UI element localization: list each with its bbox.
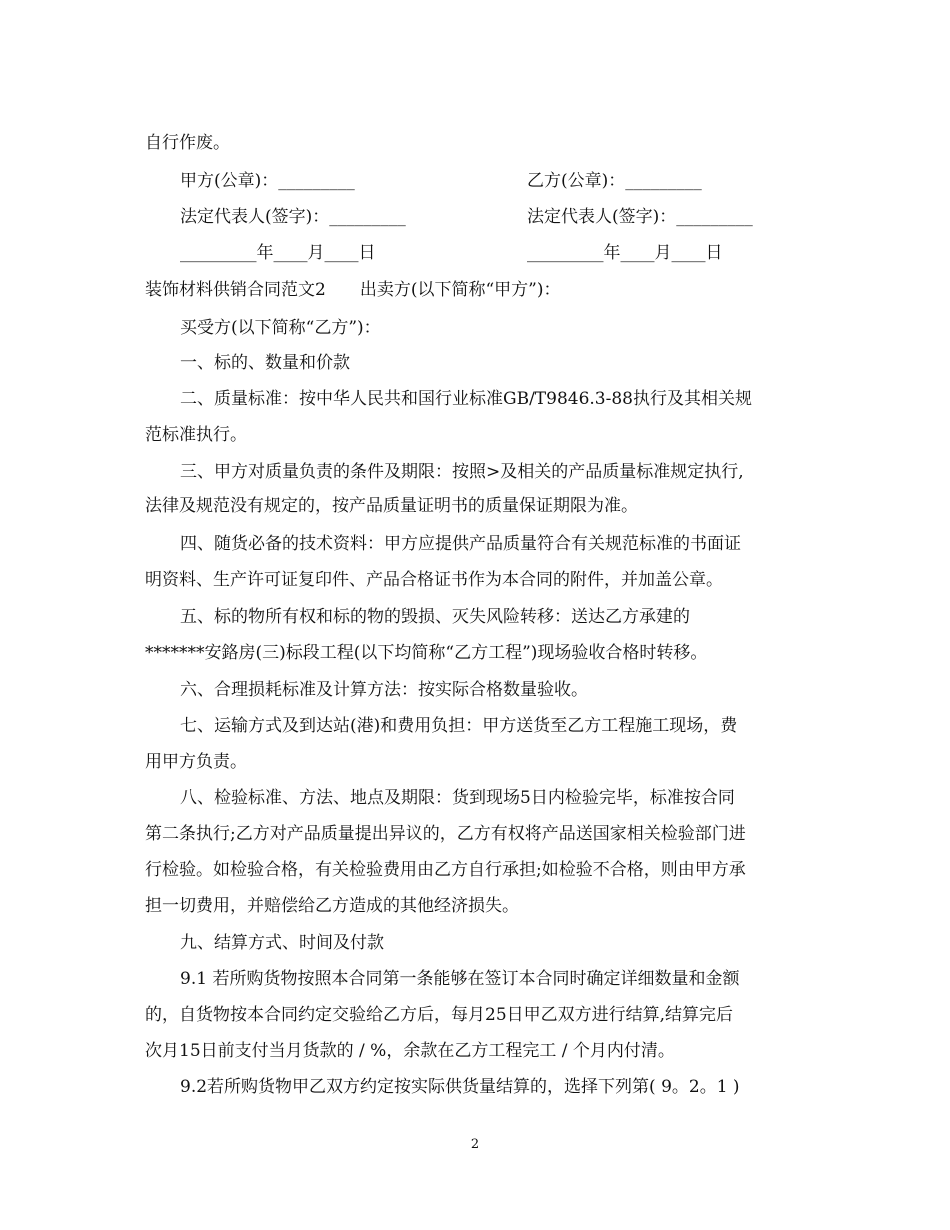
page-number: 2 bbox=[470, 1137, 480, 1152]
paragraph-line: 三、甲方对质量负责的条件及期限：按照>及相关的产品质量标准规定执行, bbox=[180, 462, 744, 482]
paragraph-line: 五、标的物所有权和标的物的毁损、灭失风险转移：送达乙方承建的 bbox=[180, 607, 690, 627]
paragraph-line: 二、质量标准：按中华人民共和国行业标准GB/T9846.3-88执行及其相关规 bbox=[180, 389, 752, 409]
paragraph-line: 用甲方负责。 bbox=[145, 752, 247, 772]
paragraph-line: 次月15日前支付当月货款的 / %，余款在乙方工程完工 / 个月内付清。 bbox=[145, 1041, 675, 1061]
paragraph-line: 9.2若所购货物甲乙双方约定按实际供货量结算的，选择下列第( 9。2。1 ) bbox=[180, 1077, 740, 1097]
paragraph-line: 9.1 若所购货物按照本合同第一条能够在签订本合同时确定详细数量和金额 bbox=[180, 969, 740, 989]
paragraph-line: 八、检验标准、方法、地点及期限：货到现场5日内检验完毕，标准按合同 bbox=[180, 788, 735, 808]
paragraph-line: 第二条执行;乙方对产品质量提出异议的，乙方有权将产品送国家相关检验部门进 bbox=[145, 824, 746, 844]
paragraph-line: 行检验。如检验合格，有关检验费用由乙方自行承担;如检验不合格，则由甲方承 bbox=[145, 860, 746, 880]
party-a-representative-line: 法定代表人(签字)：_________ bbox=[180, 207, 406, 227]
party-b-representative-line: 法定代表人(签字)：_________ bbox=[527, 207, 753, 227]
party-b-seal-line: 乙方(公章)：_________ bbox=[527, 171, 702, 191]
paragraph-line: 四、随货必备的技术资料：甲方应提供产品质量符合有关规范标准的书面证 bbox=[180, 534, 741, 554]
contract-heading-line: 装饰材料供销合同范文2 出卖方(以下简称“甲方”)： bbox=[145, 280, 561, 300]
paragraph-line: *******安鉻房(三)标段工程(以下均简称“乙方工程”)现场验收合格时转移。 bbox=[145, 643, 708, 663]
section-heading: 一、标的、数量和价款 bbox=[180, 353, 350, 373]
buyer-line: 买受方(以下简称“乙方”)： bbox=[180, 318, 381, 338]
paragraph-line: 的，自货物按本合同约定交验给乙方后，每月25日甲乙双方进行结算,结算完后 bbox=[145, 1005, 734, 1025]
text-line: 自行作废。 bbox=[145, 133, 230, 153]
paragraph-line: 范标准执行。 bbox=[145, 425, 247, 445]
paragraph-line: 六、合理损耗标准及计算方法：按实际合格数量验收。 bbox=[180, 680, 588, 700]
paragraph-line: 担一切费用，并赔偿给乙方造成的其他经济损失。 bbox=[145, 896, 519, 916]
party-a-date-line: _________年____月____日 bbox=[180, 243, 376, 263]
paragraph-line: 法律及规范没有规定的，按产品质量证明书的质量保证期限为准。 bbox=[145, 496, 638, 516]
paragraph-line: 明资料、生产许可证复印件、产品合格证书作为本合同的附件，并加盖公章。 bbox=[145, 570, 723, 590]
paragraph-line: 七、运输方式及到达站(港)和费用负担：甲方送货至乙方工程施工现场，费 bbox=[180, 716, 738, 736]
section-heading: 九、结算方式、时间及付款 bbox=[180, 933, 384, 953]
party-b-date-line: _________年____月____日 bbox=[527, 243, 723, 263]
party-a-seal-line: 甲方(公章)：_________ bbox=[180, 171, 355, 191]
